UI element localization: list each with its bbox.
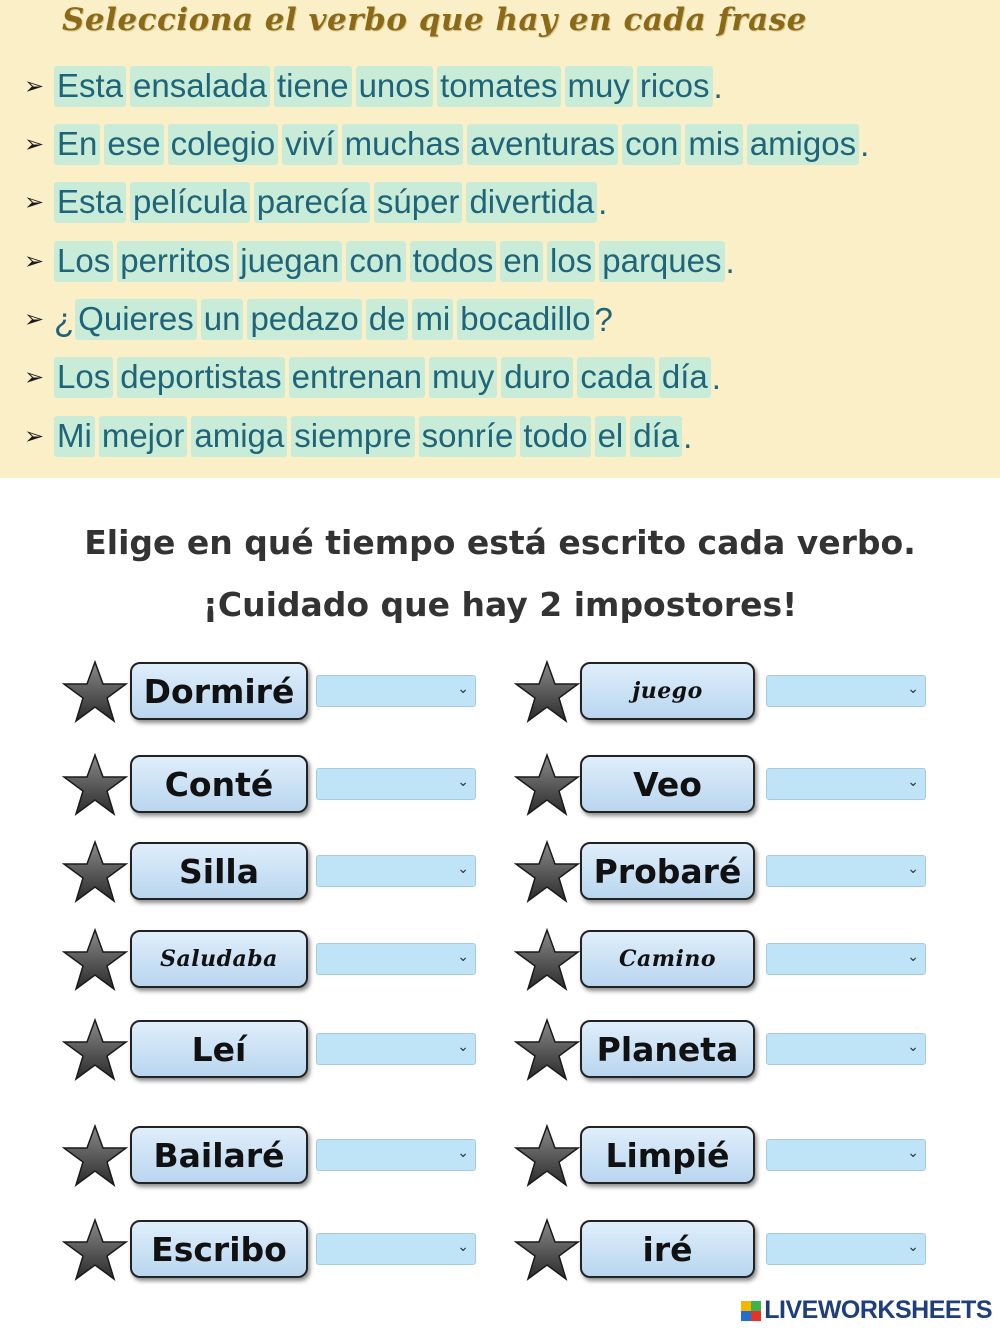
selectable-word[interactable]: cada <box>577 357 655 398</box>
selectable-word[interactable]: mis <box>685 124 742 165</box>
sentence-row <box>24 182 607 223</box>
instructions <box>0 512 1000 636</box>
verb-word-button: Limpié <box>580 1126 755 1184</box>
selectable-word[interactable]: divertida <box>466 182 597 223</box>
sentence-row <box>24 299 613 340</box>
arrow-bullet-icon: ➢ <box>24 248 45 275</box>
selectable-word[interactable]: muy <box>565 66 633 107</box>
tense-item-right <box>0 1218 1000 1282</box>
sentence-panel <box>0 0 1000 478</box>
chevron-down-icon: ⌄ <box>907 1039 919 1055</box>
verb-word-button: Escribo <box>130 1220 308 1278</box>
sentence-row <box>24 416 692 457</box>
selectable-word[interactable]: ese <box>104 124 163 165</box>
selectable-word[interactable]: mejor <box>99 416 188 457</box>
selectable-word[interactable]: ricos <box>637 66 713 107</box>
selectable-word[interactable]: entrenan <box>289 357 425 398</box>
selectable-word[interactable]: Mi <box>54 416 95 457</box>
selectable-word[interactable]: Esta <box>54 182 126 223</box>
selectable-word[interactable]: unos <box>356 66 434 107</box>
selectable-word[interactable]: tiene <box>274 66 352 107</box>
selectable-word[interactable]: de <box>366 299 409 340</box>
sentence-punctuation: . <box>860 125 870 163</box>
verb-word-button: Planeta <box>580 1020 755 1078</box>
sentence-row <box>24 241 735 282</box>
liveworksheets-logo-icon <box>741 1301 761 1321</box>
tense-item-right <box>0 928 1000 992</box>
chevron-down-icon: ⌄ <box>457 681 469 697</box>
selectable-word[interactable]: parques <box>599 241 724 282</box>
sentence-row <box>24 66 723 107</box>
arrow-bullet-icon: ➢ <box>24 189 45 216</box>
panel-title: Selecciona el verbo que hay en cada frase <box>62 2 807 38</box>
chevron-down-icon: ⌄ <box>907 774 919 790</box>
star-icon <box>514 1018 580 1082</box>
selectable-word[interactable]: los <box>547 241 595 282</box>
selectable-word[interactable]: Los <box>54 241 113 282</box>
chevron-down-icon: ⌄ <box>907 681 919 697</box>
selectable-word[interactable]: bocadillo <box>457 299 593 340</box>
verb-word-button: Conté <box>130 755 308 813</box>
chevron-down-icon: ⌄ <box>457 1239 469 1255</box>
sentence-punctuation: . <box>725 242 735 280</box>
tense-dropdown[interactable] <box>766 855 926 887</box>
selectable-word[interactable]: perritos <box>117 241 233 282</box>
selectable-word[interactable]: parecía <box>254 182 370 223</box>
selectable-word[interactable]: muchas <box>342 124 464 165</box>
verb-word-button: Bailaré <box>130 1126 308 1184</box>
selectable-word[interactable]: en <box>500 241 543 282</box>
selectable-word[interactable]: todo <box>520 416 590 457</box>
arrow-bullet-icon: ➢ <box>24 73 45 100</box>
selectable-word[interactable]: duro <box>501 357 573 398</box>
selectable-word[interactable]: deportistas <box>117 357 284 398</box>
star-icon <box>514 1218 580 1282</box>
chevron-down-icon: ⌄ <box>457 774 469 790</box>
selectable-word[interactable]: ensalada <box>130 66 270 107</box>
arrow-bullet-icon: ➢ <box>24 306 45 333</box>
sentence-punctuation: . <box>598 183 608 221</box>
verb-word-button: Camino <box>580 930 755 988</box>
selectable-word[interactable]: En <box>54 124 100 165</box>
verb-word-button: Saludaba <box>130 930 308 988</box>
chevron-down-icon: ⌄ <box>457 949 469 965</box>
selectable-word[interactable]: el <box>595 416 627 457</box>
sentence-punctuation: . <box>713 67 723 105</box>
selectable-word[interactable]: pedazo <box>247 299 361 340</box>
chevron-down-icon: ⌄ <box>457 1145 469 1161</box>
selectable-word[interactable]: Los <box>54 357 113 398</box>
verb-word-button: Probaré <box>580 842 755 900</box>
selectable-word[interactable]: Quieres <box>75 299 197 340</box>
selectable-word[interactable]: colegio <box>168 124 279 165</box>
chevron-down-icon: ⌄ <box>907 861 919 877</box>
instruction-line-2: ¡Cuidado que hay 2 impostores! <box>202 585 798 624</box>
selectable-word[interactable]: amigos <box>747 124 859 165</box>
selectable-word[interactable]: día <box>659 357 711 398</box>
selectable-word[interactable]: amiga <box>191 416 287 457</box>
tense-dropdown[interactable] <box>766 675 926 707</box>
selectable-word[interactable]: súper <box>374 182 463 223</box>
verb-word-button: Dormiré <box>130 662 308 720</box>
selectable-word[interactable]: aventuras <box>467 124 618 165</box>
arrow-bullet-icon: ➢ <box>24 423 45 450</box>
chevron-down-icon: ⌄ <box>907 1239 919 1255</box>
tense-dropdown[interactable] <box>766 1033 926 1065</box>
tense-dropdown[interactable] <box>766 943 926 975</box>
selectable-word[interactable]: tomates <box>437 66 560 107</box>
liveworksheets-logo <box>741 1296 992 1325</box>
star-icon <box>514 928 580 992</box>
instruction-line-1: Elige en qué tiempo está escrito cada verbo. <box>84 523 916 562</box>
logo-text: LIVEWORKSHEETS <box>764 1296 992 1324</box>
sentence-punctuation: . <box>711 358 721 396</box>
tense-dropdown[interactable] <box>766 768 926 800</box>
tense-item-right <box>0 1018 1000 1082</box>
star-icon <box>514 1124 580 1188</box>
star-icon <box>514 660 580 724</box>
selectable-word[interactable]: película <box>130 182 250 223</box>
selectable-word[interactable]: con <box>622 124 681 165</box>
arrow-bullet-icon: ➢ <box>24 364 45 391</box>
sentence-punctuation: ? <box>594 300 613 338</box>
verb-word-button: Leí <box>130 1020 308 1078</box>
chevron-down-icon: ⌄ <box>907 1145 919 1161</box>
tense-item-right <box>0 753 1000 817</box>
verb-word-button: iré <box>580 1220 755 1278</box>
tense-dropdown[interactable] <box>766 1233 926 1265</box>
selectable-word[interactable]: todos <box>410 241 497 282</box>
selectable-word[interactable]: día <box>630 416 682 457</box>
chevron-down-icon: ⌄ <box>457 861 469 877</box>
verb-word-button: Silla <box>130 842 308 900</box>
verb-word-button: Veo <box>580 755 755 813</box>
tense-item-right <box>0 840 1000 904</box>
selectable-word[interactable]: mi <box>412 299 453 340</box>
sentence-row <box>24 124 869 165</box>
selectable-word[interactable]: juegan <box>237 241 342 282</box>
sentence-punctuation: . <box>683 417 693 455</box>
selectable-word[interactable]: un <box>201 299 244 340</box>
sentence-prefix: ¿ <box>54 300 75 338</box>
arrow-bullet-icon: ➢ <box>24 131 45 158</box>
sentence-row <box>24 357 721 398</box>
verb-word-button: juego <box>580 662 755 720</box>
selectable-word[interactable]: viví <box>282 124 338 165</box>
selectable-word[interactable]: Esta <box>54 66 126 107</box>
tense-item-right <box>0 1124 1000 1188</box>
star-icon <box>514 753 580 817</box>
selectable-word[interactable]: siempre <box>291 416 414 457</box>
tense-item-right <box>0 660 1000 724</box>
chevron-down-icon: ⌄ <box>907 949 919 965</box>
chevron-down-icon: ⌄ <box>457 1039 469 1055</box>
selectable-word[interactable]: sonríe <box>419 416 517 457</box>
selectable-word[interactable]: con <box>346 241 405 282</box>
selectable-word[interactable]: muy <box>429 357 497 398</box>
star-icon <box>514 840 580 904</box>
tense-dropdown[interactable] <box>766 1139 926 1171</box>
